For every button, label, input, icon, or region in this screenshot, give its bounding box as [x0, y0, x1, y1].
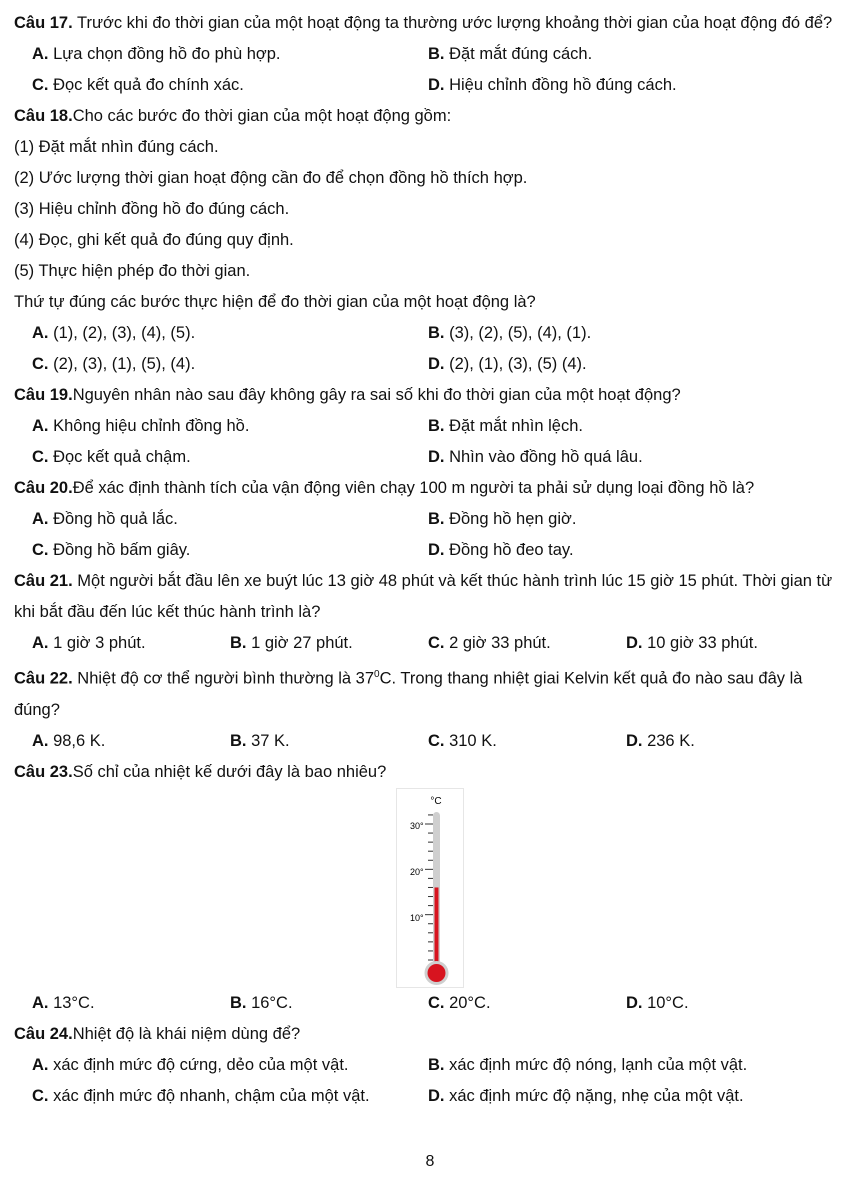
option-text: Đồng hồ quả lắc.: [48, 510, 178, 529]
option-text: Hiệu chỉnh đồng hồ đúng cách.: [444, 76, 677, 95]
option-b[interactable]: [428, 416, 824, 437]
options-row: [14, 70, 850, 101]
option-text: 236 K.: [642, 731, 695, 750]
option-a[interactable]: [32, 993, 230, 1014]
option-label: C.: [32, 355, 49, 374]
mercury-column: [435, 887, 439, 973]
question-21: [14, 566, 850, 659]
page-number: 8: [425, 1153, 435, 1170]
option-label: B.: [230, 993, 247, 1012]
options-row: [14, 349, 850, 380]
question-22: [14, 659, 850, 757]
option-text: (3), (2), (5), (4), (1).: [444, 324, 592, 343]
question-20-stem: [14, 473, 850, 504]
options-row: [14, 411, 850, 442]
superscript: 0: [374, 669, 380, 680]
option-b[interactable]: [230, 731, 428, 752]
question-number: Câu 21.: [14, 572, 73, 590]
option-text: Đọc kết quả chậm.: [48, 448, 191, 467]
option-label: C.: [428, 634, 445, 653]
option-label: B.: [428, 510, 445, 529]
question-19-stem: [14, 380, 850, 411]
options-row: [14, 628, 850, 659]
option-text: Đặt mắt đúng cách.: [444, 45, 593, 64]
step-item: (3) Hiệu chỉnh đồng hồ đo đúng cách.: [14, 200, 290, 219]
thermometer-svg: [396, 788, 486, 988]
option-text: xác định mức độ nóng, lạnh của một vật.: [444, 1055, 748, 1074]
option-label: D.: [626, 731, 643, 750]
step-item: (5) Thực hiện phép đo thời gian.: [14, 262, 251, 281]
question-23: [14, 757, 850, 1019]
option-text: (1), (2), (3), (4), (5).: [48, 324, 196, 343]
option-text: 1 giờ 3 phút.: [48, 634, 146, 653]
option-label: A.: [32, 731, 49, 750]
option-b[interactable]: [230, 993, 428, 1014]
tick-label-30: 30°: [410, 820, 424, 831]
option-text: 310 K.: [444, 731, 497, 750]
option-d[interactable]: [428, 75, 824, 96]
option-text: 16°C.: [246, 993, 293, 1012]
option-label: C.: [32, 541, 49, 560]
option-label: A.: [32, 634, 49, 653]
options-row: [14, 39, 850, 70]
option-label: A.: [32, 45, 49, 64]
option-b[interactable]: [230, 633, 428, 654]
option-text: 20°C.: [444, 993, 491, 1012]
question-text: Nguyên nhân nào sau đây không gây ra sai số khi đo thời gian của một hoạt động?: [72, 386, 681, 405]
option-d[interactable]: [626, 993, 824, 1014]
option-text: Đặt mắt nhìn lệch.: [444, 417, 583, 436]
option-label: A.: [32, 510, 49, 529]
option-label: A.: [32, 324, 49, 343]
option-text: 1 giờ 27 phút.: [246, 634, 353, 653]
question-text: Một người bắt đầu lên xe buýt lúc 13 giờ 48 phút và kết thúc hành trình lúc 15 giờ 15 phút. Thời gian từ khi bắt đầu đến lúc kết thúc hành trình là?: [14, 572, 833, 621]
option-label: D.: [428, 355, 445, 374]
option-d[interactable]: [428, 354, 824, 375]
option-label: C.: [32, 448, 49, 467]
options-row: [14, 504, 850, 535]
option-text: 37 K.: [246, 731, 290, 750]
question-21-stem: [14, 566, 850, 628]
question-number: Câu 22.: [14, 669, 73, 688]
option-c[interactable]: [32, 354, 428, 375]
option-c[interactable]: [32, 447, 428, 468]
option-label: B.: [428, 1055, 445, 1074]
option-label: D.: [428, 448, 445, 467]
option-text: (2), (3), (1), (5), (4).: [48, 355, 196, 374]
option-label: A.: [32, 417, 49, 436]
question-text: Nhiệt độ là khái niệm dùng để?: [72, 1024, 301, 1043]
option-label: D.: [428, 541, 445, 560]
option-a[interactable]: [32, 323, 428, 344]
question-number: Câu 24.: [14, 1024, 73, 1043]
question-text: Nhiệt độ cơ thể người bình thường là 37: [72, 669, 375, 688]
option-c[interactable]: [32, 540, 428, 561]
option-b[interactable]: [428, 1055, 824, 1076]
option-text: Đọc kết quả đo chính xác.: [48, 76, 244, 95]
option-a[interactable]: [32, 731, 230, 752]
question-18: [14, 101, 850, 380]
question-number: Câu 17.: [14, 14, 73, 32]
option-label: B.: [428, 417, 445, 436]
option-label: A.: [32, 1055, 49, 1074]
step-item: (2) Ước lượng thời gian hoạt động cần đo để chọn đồng hồ thích hợp.: [14, 169, 528, 188]
question-text: Để xác định thành tích của vận động viên chạy 100 m người ta phải sử dụng loại đồng hồ là?: [72, 479, 755, 498]
option-label: D.: [626, 634, 643, 653]
option-text: (2), (1), (3), (5) (4).: [444, 355, 587, 374]
option-c[interactable]: [428, 731, 626, 752]
worksheet-page: [14, 8, 850, 1112]
tick-group: [425, 814, 433, 959]
option-label: C.: [32, 76, 49, 95]
option-label: D.: [428, 76, 445, 95]
option-text: xác định mức độ cứng, dẻo của một vật.: [48, 1055, 349, 1074]
option-text: Đồng hồ hẹn giờ.: [444, 510, 577, 529]
option-d[interactable]: [626, 731, 824, 752]
thermometer-figure: [14, 788, 850, 988]
tick-label-10: 10°: [410, 912, 424, 923]
unit-label: °C: [430, 795, 442, 807]
option-text: Đồng hồ bấm giây.: [48, 541, 191, 560]
question-text: Cho các bước đo thời gian của một hoạt động gồm:: [72, 107, 452, 126]
step-item: (4) Đọc, ghi kết quả đo đúng quy định.: [14, 231, 294, 250]
option-text: Nhìn vào đồng hồ quá lâu.: [444, 448, 643, 467]
options-row: [14, 318, 850, 349]
tick-label-20: 20°: [410, 866, 424, 877]
option-text: xác định mức độ nhanh, chậm của một vật.: [48, 1086, 370, 1105]
option-d[interactable]: [428, 447, 824, 468]
option-text: 2 giờ 33 phút.: [444, 634, 551, 653]
option-label: B.: [428, 324, 445, 343]
option-label: B.: [230, 731, 247, 750]
option-text: Đồng hồ đeo tay.: [444, 541, 574, 560]
question-text: C. Trong thang nhiệt giai Kelvin kết quả đo nào sau đây là đúng?: [14, 669, 803, 719]
option-text: 98,6 K.: [48, 731, 106, 750]
option-text: xác định mức độ nặng, nhẹ của một vật.: [444, 1086, 744, 1105]
option-a[interactable]: [32, 1055, 428, 1076]
option-label: C.: [32, 1086, 49, 1105]
option-label: A.: [32, 993, 49, 1012]
question-text: Số chỉ của nhiệt kế dưới đây là bao nhiêu?: [72, 762, 387, 781]
option-text: 13°C.: [48, 993, 95, 1012]
question-number: Câu 18.: [14, 107, 73, 126]
option-label: C.: [428, 731, 445, 750]
question-19: [14, 380, 850, 473]
options-row: [14, 535, 850, 566]
options-row: [14, 1050, 850, 1081]
options-row: [14, 726, 850, 757]
option-c[interactable]: [32, 1086, 428, 1107]
question-number: Câu 20.: [14, 479, 73, 498]
question-22-stem: [14, 659, 850, 726]
option-label: B.: [428, 45, 445, 64]
options-row: [14, 1081, 850, 1112]
option-d[interactable]: [626, 633, 824, 654]
option-a[interactable]: [32, 633, 230, 654]
question-24: [14, 1019, 850, 1112]
option-d[interactable]: [428, 540, 824, 561]
option-c[interactable]: [32, 75, 428, 96]
question-18-prompt: Thứ tự đúng các bước thực hiện để đo thời gian của một hoạt động là?: [14, 293, 536, 312]
option-text: 10 giờ 33 phút.: [642, 634, 758, 653]
options-row: [14, 442, 850, 473]
option-c[interactable]: [428, 993, 626, 1014]
question-text: Trước khi đo thời gian của một hoạt động ta thường ước lượng khoảng thời gian của hoạt động đó để?: [72, 14, 833, 32]
option-a[interactable]: [32, 509, 428, 530]
option-b[interactable]: [428, 509, 824, 530]
question-24-stem: [14, 1019, 850, 1050]
figure-border: [397, 788, 464, 987]
option-a[interactable]: [32, 416, 428, 437]
bulb-fluid: [428, 964, 446, 982]
question-20: [14, 473, 850, 566]
question-18-stem: [14, 101, 850, 132]
question-17: [14, 8, 850, 101]
option-b[interactable]: [428, 44, 824, 65]
question-number: Câu 23.: [14, 762, 73, 781]
question-17-stem: [14, 8, 850, 39]
option-a[interactable]: [32, 44, 428, 65]
option-d[interactable]: [428, 1086, 824, 1107]
option-label: D.: [428, 1086, 445, 1105]
option-text: 10°C.: [642, 993, 689, 1012]
options-row: [14, 988, 850, 1019]
option-c[interactable]: [428, 633, 626, 654]
question-number: Câu 19.: [14, 386, 73, 405]
option-label: B.: [230, 634, 247, 653]
question-23-stem: [14, 757, 850, 788]
option-label: C.: [428, 993, 445, 1012]
step-item: (1) Đặt mắt nhìn đúng cách.: [14, 138, 219, 157]
option-text: Lựa chọn đồng hồ đo phù hợp.: [48, 45, 281, 64]
option-b[interactable]: [428, 323, 824, 344]
option-label: D.: [626, 993, 643, 1012]
option-text: Không hiệu chỉnh đồng hồ.: [48, 417, 250, 436]
